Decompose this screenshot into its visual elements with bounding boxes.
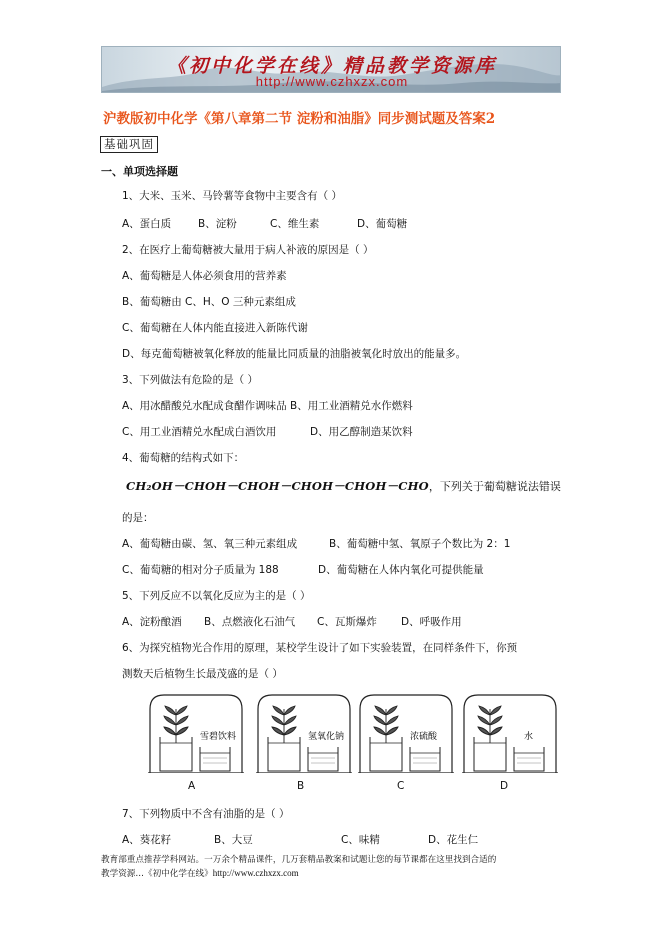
q7-options bbox=[122, 832, 478, 847]
q6-stem-line2: 测数天后植物生长最茂盛的是（ ） bbox=[122, 668, 283, 680]
footer-line1: 教育部重点推荐学科网站。一万余个精品课件，几万套精品教案和试题让您的每节课都在这里找到合适的 bbox=[101, 855, 497, 865]
section-heading: 一、单项选择题 bbox=[101, 165, 178, 178]
q3-option-d: D、用乙醇制造某饮料 bbox=[310, 426, 413, 438]
q3-option-a: A、用冰醋酸兑水配成食醋作调味品 bbox=[122, 400, 287, 412]
q5-option-d: D、呼吸作用 bbox=[401, 616, 462, 628]
figure-label-d: D bbox=[500, 780, 509, 792]
q3-options-ab bbox=[122, 398, 413, 413]
page-footer bbox=[101, 854, 571, 881]
apparatus-c-liquid: 浓硫酸 bbox=[410, 732, 438, 742]
figure-label-a: A bbox=[188, 780, 196, 792]
footer-line2 bbox=[101, 867, 571, 881]
q3-option-c: C、用工业酒精兑水配成白酒饮用 bbox=[122, 426, 277, 438]
q4-options-cd bbox=[122, 562, 484, 577]
q7-stem: 7、下列物质中不含有油脂的是（ ） bbox=[122, 808, 290, 820]
q7-option-d: D、花生仁 bbox=[428, 834, 479, 846]
banner-title: 《初中化学在线》精品教学资源库 bbox=[166, 55, 497, 77]
q5-option-c: C、瓦斯爆炸 bbox=[317, 616, 377, 628]
q4-formula-tail: ，下列关于葡萄糖说法错误 bbox=[428, 480, 561, 493]
q7-option-b: B、大豆 bbox=[214, 834, 253, 846]
experiment-figure bbox=[148, 693, 568, 773]
plant-icon bbox=[164, 706, 188, 743]
q1-stem: 1、大米、玉米、马铃薯等食物中主要含有（ ） bbox=[122, 190, 343, 202]
q5-option-a: A、淀粉酿酒 bbox=[122, 616, 182, 628]
section-stamp: 基础巩固 bbox=[100, 136, 158, 153]
q7-option-c: C、味精 bbox=[341, 834, 380, 846]
q4-option-b: B、葡萄糖中氢、氧原子个数比为 2：1 bbox=[329, 538, 511, 550]
banner-url[interactable]: http://www.czhxzx.com bbox=[255, 74, 409, 89]
figure-label-b: B bbox=[297, 780, 305, 792]
q1-option-c: C、维生素 bbox=[270, 218, 320, 230]
plant-icon bbox=[374, 706, 398, 743]
apparatus-a-liquid: 雪碧饮料 bbox=[200, 732, 237, 742]
q4-option-c: C、葡萄糖的相对分子质量为 188 bbox=[122, 564, 279, 576]
q1-option-b: B、淀粉 bbox=[198, 218, 237, 230]
q2-stem: 2、在医疗上葡萄糖被大量用于病人补液的原因是（ ） bbox=[122, 244, 374, 256]
q3-option-b: B、用工业酒精兑水作燃料 bbox=[290, 400, 413, 412]
plant-icon bbox=[272, 706, 296, 743]
footer-url[interactable]: http://www.czhxzx.com bbox=[212, 868, 299, 878]
q3-stem: 3、下列做法有危险的是（ ） bbox=[122, 374, 259, 386]
figure-label-c: C bbox=[397, 780, 405, 792]
apparatus-c bbox=[358, 695, 454, 773]
q6-stem-line1: 6、为探究植物光合作用的原理，某校学生设计了如下实验装置，在同样条件下，你预 bbox=[122, 642, 518, 654]
q7-option-a: A、葵花籽 bbox=[122, 834, 172, 846]
document-title: 沪教版初中化学《第八章第二节 淀粉和油脂》同步测试题及答案2 bbox=[103, 111, 496, 127]
q1-options bbox=[122, 216, 407, 231]
apparatus-d bbox=[462, 695, 558, 773]
apparatus-b bbox=[256, 695, 352, 773]
q3-options-cd bbox=[122, 424, 413, 439]
plant-icon bbox=[478, 706, 502, 743]
site-banner[interactable] bbox=[101, 46, 561, 93]
apparatus-d-liquid: 水 bbox=[524, 732, 534, 742]
apparatus-b-liquid: 氢氧化钠 bbox=[308, 732, 345, 742]
q1-option-a: A、蛋白质 bbox=[122, 218, 172, 230]
q5-stem: 5、下列反应不以氧化反应为主的是（ ） bbox=[122, 590, 311, 602]
q4-stem-continuation: 的是： bbox=[122, 512, 154, 524]
q4-option-a: A、葡萄糖由碳、氢、氧三种元素组成 bbox=[122, 538, 298, 550]
q4-option-d: D、葡萄糖在人体内氧化可提供能量 bbox=[318, 564, 484, 576]
q4-formula-line bbox=[126, 478, 561, 494]
q2-option-d: D、每克葡萄糖被氧化释放的能量比同质量的油脂被氧化时放出的能量多。 bbox=[122, 348, 467, 360]
q2-option-b: B、葡萄糖由 C、H、O 三种元素组成 bbox=[122, 296, 296, 308]
q1-option-d: D、葡萄糖 bbox=[357, 218, 408, 230]
q5-options bbox=[122, 614, 462, 629]
q4-options-ab bbox=[122, 536, 510, 551]
footer-site-name: 教学资源…《初中化学在线》 bbox=[101, 869, 213, 879]
q4-stem: 4、葡萄糖的结构式如下： bbox=[122, 452, 245, 464]
q2-option-c: C、葡萄糖在人体内能直接进入新陈代谢 bbox=[122, 322, 308, 334]
apparatus-a bbox=[148, 695, 244, 773]
q2-option-a: A、葡萄糖是人体必须食用的营养素 bbox=[122, 270, 287, 282]
glucose-structural-formula: CH₂OH－CHOH－CHOH－CHOH－CHOH－CHO bbox=[126, 479, 429, 493]
q5-option-b: B、点燃液化石油气 bbox=[204, 616, 296, 628]
